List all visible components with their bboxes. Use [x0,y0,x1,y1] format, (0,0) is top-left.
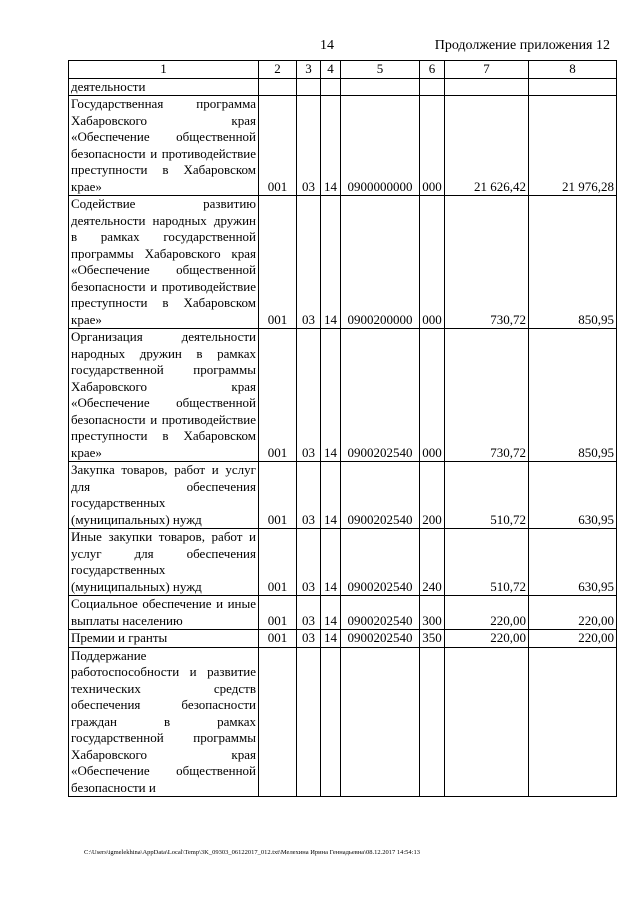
amount-year-2: 21 976,28 [529,96,617,196]
expense-type-code: 200 [420,462,445,529]
section-code: 03 [297,96,321,196]
section-code: 03 [297,329,321,462]
target-article-code: 0900202540 [341,630,420,648]
target-article-code: 0900202540 [341,462,420,529]
subsection-code: 14 [321,529,341,596]
amount-year-1: 730,72 [445,196,529,329]
section-code [297,647,321,797]
amount-year-2: 220,00 [529,596,617,630]
column-number-row [69,61,617,79]
amount-year-2: 630,95 [529,529,617,596]
expense-type-code [420,78,445,96]
section-code: 03 [297,196,321,329]
item-name: деятельности [69,78,259,96]
amount-year-1: 510,72 [445,462,529,529]
amount-year-1: 220,00 [445,596,529,630]
section-code: 03 [297,596,321,630]
target-article-code: 0900202540 [341,329,420,462]
subsection-code: 14 [321,596,341,630]
amount-year-2: 630,95 [529,462,617,529]
expense-type-code: 000 [420,329,445,462]
item-name: Социальное обеспечение и иные выплаты населению [69,596,259,630]
item-name: Иные закупки товаров, работ и услуг для обеспечения государственных (муниципальных) нужд [69,529,259,596]
table-row [69,78,617,96]
amount-year-1: 220,00 [445,630,529,648]
ministry-code: 001 [259,96,297,196]
amount-year-1: 730,72 [445,329,529,462]
column-header: 3 [297,61,321,79]
expense-type-code [420,647,445,797]
amount-year-2 [529,647,617,797]
ministry-code: 001 [259,529,297,596]
continuation-note: Продолжение приложения 12 [434,38,610,53]
subsection-code [321,78,341,96]
item-name: Организация деятельности народных дружин в рамках государственной программы Хабаровского края «Обеспечение общественной безопасности и противодействие преступности в Хабаровском крае» [69,329,259,462]
column-header: 2 [259,61,297,79]
amount-year-2: 220,00 [529,630,617,648]
file-path-footer: C:\Users\igmelekhina\AppData\Local\Temp\3K_09303_06122017_012.txt\Мелехина Ирина Геннадьевна\08.12.2017 14:54:13 [84,849,420,856]
target-article-code [341,647,420,797]
item-name: Государственная программа Хабаровского края «Обеспечение общественной безопасности и противодействие преступности в Хабаровском крае» [69,96,259,196]
table-row [69,630,617,648]
section-code: 03 [297,630,321,648]
subsection-code: 14 [321,329,341,462]
amount-year-2 [529,78,617,96]
amount-year-1: 21 626,42 [445,96,529,196]
column-header: 1 [69,61,259,79]
subsection-code: 14 [321,630,341,648]
target-article-code [341,78,420,96]
ministry-code: 001 [259,596,297,630]
amount-year-1: 510,72 [445,529,529,596]
table-row [69,96,617,196]
ministry-code: 001 [259,196,297,329]
section-code: 03 [297,462,321,529]
target-article-code: 0900000000 [341,96,420,196]
amount-year-1 [445,78,529,96]
ministry-code [259,647,297,797]
item-name: Закупка товаров, работ и услуг для обеспечения государственных (муниципальных) нужд [69,462,259,529]
expense-type-code: 350 [420,630,445,648]
column-header: 8 [529,61,617,79]
subsection-code: 14 [321,462,341,529]
target-article-code: 0900200000 [341,196,420,329]
expense-type-code: 000 [420,96,445,196]
subsection-code [321,647,341,797]
table-row [69,596,617,630]
table-row [69,462,617,529]
item-name: Поддержание работоспособности и развитие технических средств обеспечения безопасности граждан в рамках государственной программы Хабаровского края «Обеспечение общественной безопасности и [69,647,259,797]
expense-type-code: 300 [420,596,445,630]
section-code: 03 [297,529,321,596]
item-name: Премии и гранты [69,630,259,648]
expense-type-code: 240 [420,529,445,596]
amount-year-1 [445,647,529,797]
column-header: 5 [341,61,420,79]
table-row [69,529,617,596]
subsection-code: 14 [321,96,341,196]
budget-table [68,60,617,797]
column-header: 6 [420,61,445,79]
ministry-code [259,78,297,96]
expense-type-code: 000 [420,196,445,329]
section-code [297,78,321,96]
column-header: 7 [445,61,529,79]
item-name: Содействие развитию деятельности народных дружин в рамках государственной программы Хабаровского края «Обеспечение общественной безопасности и противодействие преступности в Хабаровском крае» [69,196,259,329]
table-row [69,329,617,462]
page-number: 14 [320,38,334,53]
ministry-code: 001 [259,329,297,462]
table-row [69,196,617,329]
target-article-code: 0900202540 [341,596,420,630]
target-article-code: 0900202540 [341,529,420,596]
amount-year-2: 850,95 [529,196,617,329]
column-header: 4 [321,61,341,79]
amount-year-2: 850,95 [529,329,617,462]
ministry-code: 001 [259,630,297,648]
table-row [69,647,617,797]
subsection-code: 14 [321,196,341,329]
ministry-code: 001 [259,462,297,529]
